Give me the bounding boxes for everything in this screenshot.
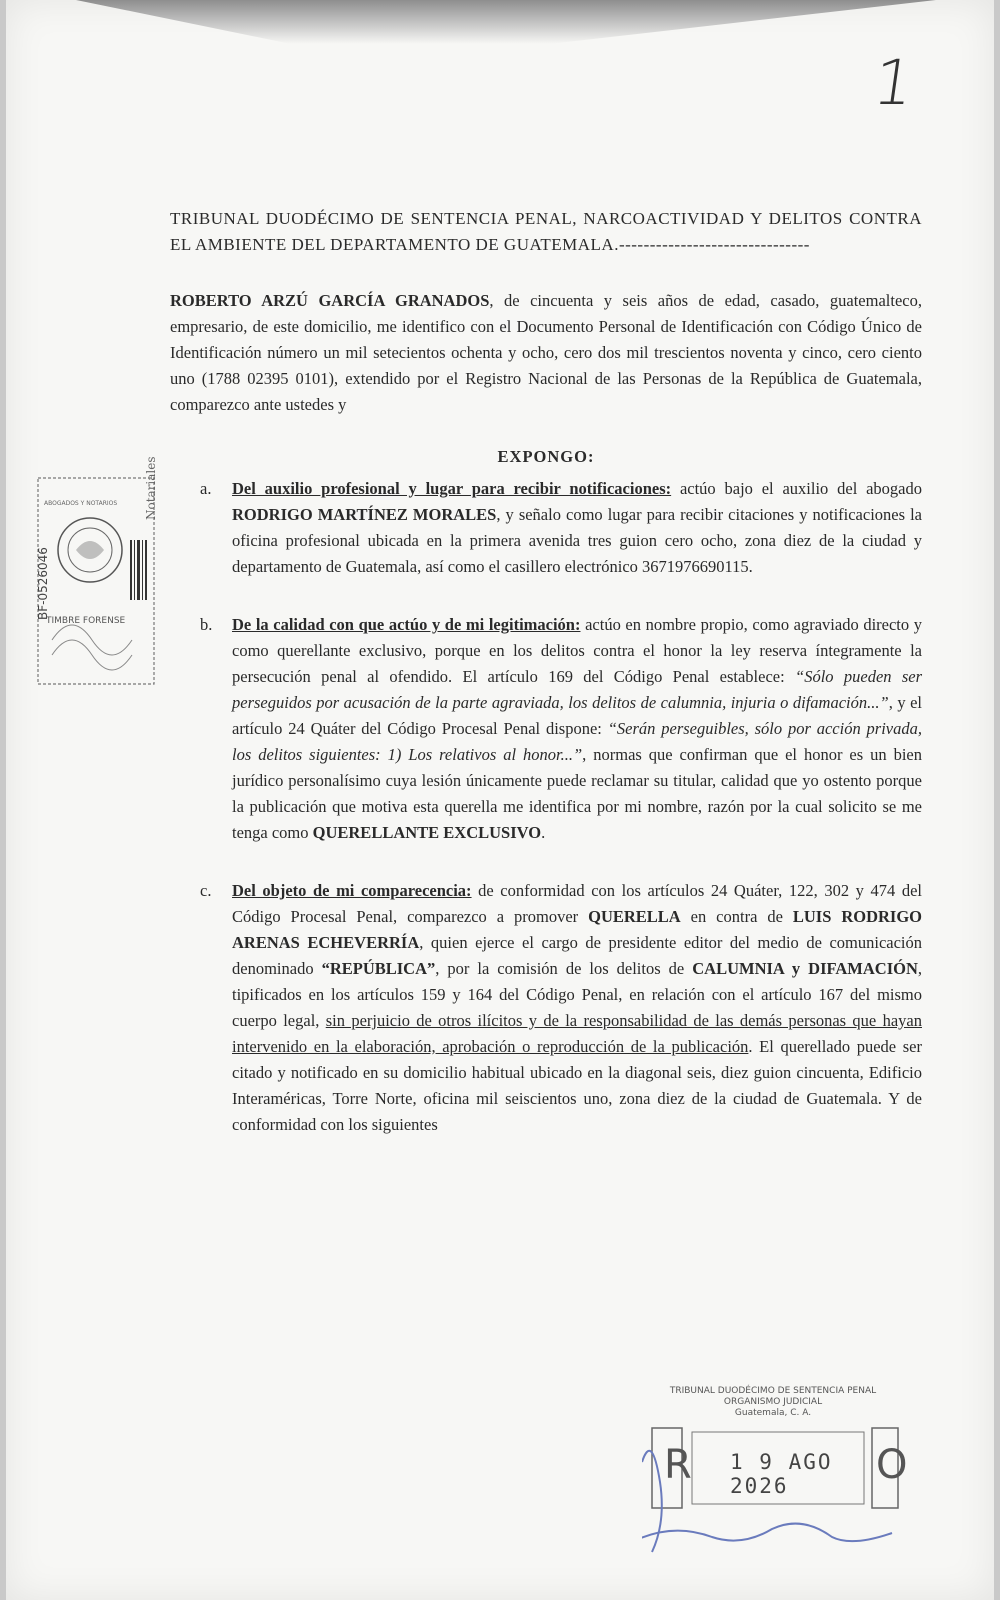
court-heading bbox=[170, 206, 922, 258]
receipt-mark-right: O bbox=[876, 1442, 908, 1488]
barcode bbox=[130, 540, 147, 600]
crimes: CALUMNIA y DIFAMACIÓN bbox=[692, 959, 918, 978]
page-number: 1 bbox=[868, 46, 919, 119]
section-title: EXPONGO: bbox=[497, 447, 595, 466]
guilloche bbox=[52, 625, 132, 655]
document-page bbox=[6, 0, 994, 1600]
item-a-text-2: , y señalo como lugar para recibir citaciones y notificaciones la oficina profesional ubicada en la primera avenida tres guion cero ocho, zona diez de la ciudad y departamento de Guatemala, así como el casillero electrónico 3671976690115. bbox=[232, 505, 922, 576]
item-c-text-3: , quien ejerce el cargo de presidente editor del medio de comunicación denominado bbox=[232, 933, 922, 978]
item-c-heading: Del objeto de mi comparecencia: bbox=[232, 881, 472, 900]
court-heading-text: TRIBUNAL DUODÉCIMO DE SENTENCIA PENAL, NARCOACTIVIDAD Y DELITOS CONTRA EL AMBIENTE DEL DEPARTAMENTO DE GUATEMALA. bbox=[170, 209, 922, 254]
receipt-date: 1 9 AGO 2026 bbox=[730, 1450, 833, 1498]
stamp-side-text: Notariales bbox=[144, 456, 158, 520]
complainant-name: ROBERTO ARZÚ GARCÍA GRANADOS bbox=[170, 291, 490, 310]
item-b-letter: b. bbox=[200, 615, 213, 634]
receipt-line-3: Guatemala, C. A. bbox=[734, 1408, 812, 1418]
item-c-underlined: sin perjuicio de otros ilícitos y de la responsabilidad de las demás personas que hayan intervenido en la elaboración, aprobación o reproducción de la publicación bbox=[232, 1011, 922, 1056]
seal-emblem bbox=[76, 541, 104, 559]
stamp-serial: BF-0526046 bbox=[36, 547, 50, 620]
scan-shadow bbox=[76, 0, 936, 44]
item-b-heading: De la calidad con que actúo y de mi legitimación: bbox=[232, 615, 581, 634]
item-b-text-2: , y el artículo 24 Quáter del Código Procesal Penal dispone: bbox=[232, 693, 922, 738]
stamp-label: TIMBRE FORENSE bbox=[46, 616, 126, 626]
receipt-line-1: TRIBUNAL DUODÉCIMO DE SENTENCIA PENAL bbox=[669, 1386, 877, 1396]
document-body bbox=[170, 206, 922, 1170]
heading-dashes: ------------------------------- bbox=[618, 235, 810, 254]
stamp-ring-text: ABOGADOS Y NOTARIOS bbox=[44, 500, 118, 507]
item-b-bold-end: QUERELLANTE EXCLUSIVO bbox=[312, 823, 542, 842]
guilloche-2 bbox=[52, 640, 132, 670]
item-b-quote-2: “Serán perseguibles, sólo por acción privada, los delitos siguientes: 1) Los relativos al honor...” bbox=[232, 719, 922, 764]
item-b-text-1: actúo en nombre propio, como agraviado directo y como querellante exclusivo, porque en los delitos contra el honor la ley reserva íntegramente la persecución penal al ofendido. El artículo 169 del Código Penal establece: bbox=[232, 615, 922, 686]
receipt-line-2: ORGANISMO JUDICIAL bbox=[723, 1397, 823, 1407]
item-c-text-4: , por la comisión de los delitos de bbox=[435, 959, 693, 978]
intro-paragraph bbox=[170, 288, 922, 418]
item-c-bold-1: QUERELLA bbox=[588, 907, 681, 926]
item-b bbox=[170, 612, 922, 846]
item-c-text-2: en contra de bbox=[680, 907, 793, 926]
item-c-text-5: , tipificados en los artículos 159 y 164 del Código Penal, en relación con el artículo 167 del mismo cuerpo legal, bbox=[232, 959, 922, 1030]
item-a-text-1: actúo bajo el auxilio del abogado bbox=[671, 479, 922, 498]
timbre-forense-stamp bbox=[32, 456, 160, 692]
item-c-text-6: . El querellado puede ser citado y notificado en su domicilio habitual ubicado en la diagonal seis, diez guion cincuenta, Edificio Interaméricas, Torre Norte, oficina mil seiscientos uno, zona diez de la ciudad de Guatemala. Y de conformidad con los siguientes bbox=[232, 1037, 922, 1134]
media-name: “REPÚBLICA” bbox=[321, 959, 436, 978]
item-c-letter: c. bbox=[200, 881, 212, 900]
signature bbox=[642, 1524, 892, 1542]
item-b-text-4: . bbox=[541, 823, 546, 842]
item-b-quote-1: “Sólo pueden ser perseguidos por acusación de la parte agraviada, los delitos de calumnia, injuria o difamación...” bbox=[232, 667, 923, 712]
item-a-letter: a. bbox=[200, 479, 212, 498]
item-c bbox=[170, 878, 922, 1138]
intro-text: , de cincuenta y seis años de edad, casado, guatemalteco, empresario, de este domicilio, me identifico con el Documento Personal de Identificación con Código Único de Identificación número un mil setecientos ochenta y ocho, cero dos mil trescientos noventa y cinco, cero ciento uno (1788 02395 0101), extendido por el Registro Nacional de las Personas de la República de Guatemala, comparezco ante ustedes y bbox=[170, 291, 922, 414]
defendant-name: LUIS RODRIGO ARENAS ECHEVERRÍA bbox=[232, 907, 923, 952]
item-a-heading: Del auxilio profesional y lugar para recibir notificaciones: bbox=[232, 479, 672, 498]
item-c-text-1: de conformidad con los artículos 24 Quáter, 122, 302 y 474 del Código Procesal Penal, comparezco a promover bbox=[232, 881, 922, 926]
lawyer-name: RODRIGO MARTÍNEZ MORALES bbox=[232, 505, 497, 524]
court-receipt-stamp bbox=[642, 1386, 908, 1566]
item-b-text-3: , normas que confirman que el honor es un bien jurídico personalísimo cuya lesión únicamente puede reclamar su titular, calidad que yo ostento porque la publicación que motiva esta querella me identifica por mi nombre, razón por la cual solicito se me tenga como bbox=[232, 745, 922, 842]
receipt-mark-left: R bbox=[664, 1442, 692, 1488]
item-a bbox=[170, 476, 922, 580]
